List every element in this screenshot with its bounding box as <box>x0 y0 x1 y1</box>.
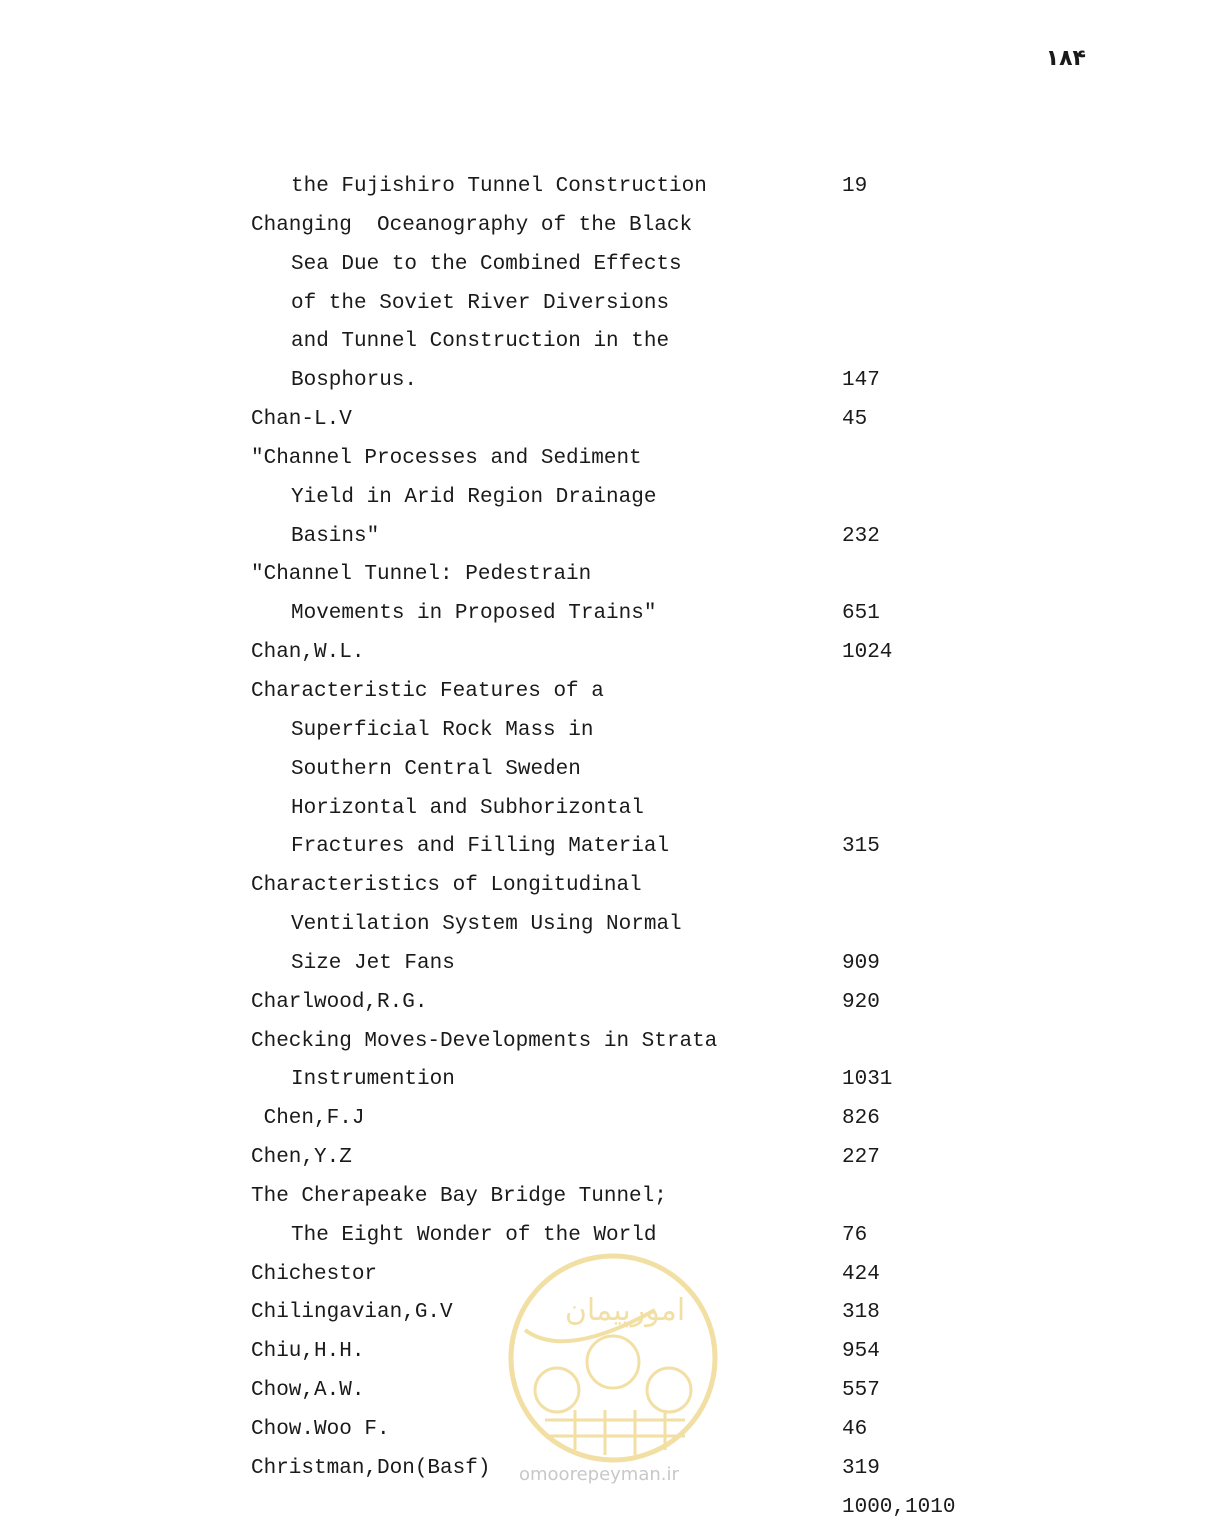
index-entry <box>0 1061 1228 1100</box>
entry-title: Checking Moves-Developments in Strata <box>251 1029 718 1053</box>
index-entry <box>0 906 1228 945</box>
entry-title: "Channel Processes and Sediment <box>251 446 642 470</box>
index-entry <box>0 323 1228 362</box>
entry-page-number: 45 <box>842 408 868 432</box>
index-entry <box>0 207 1228 246</box>
watermark-logo <box>505 1250 721 1466</box>
entry-page-number: 46 <box>842 1418 868 1441</box>
index-entry <box>0 168 1228 207</box>
index-entry <box>0 1489 1228 1528</box>
index-entry <box>0 401 1228 440</box>
entry-title: Size Jet Fans <box>291 951 455 975</box>
watermark-logo-text: امورپیمان <box>564 1293 686 1328</box>
entry-page-number: 227 <box>842 1146 880 1170</box>
entry-title: Chen,Y.Z <box>251 1146 352 1170</box>
entry-page-number: 424 <box>842 1262 880 1286</box>
index-entry <box>0 440 1228 479</box>
entry-page-number: 954 <box>842 1340 880 1364</box>
index-entry <box>0 712 1228 751</box>
entry-title: Chiu,H.H. <box>251 1340 365 1364</box>
entry-title: and Tunnel Construction in the <box>291 330 670 354</box>
index-entry <box>0 945 1228 984</box>
index-entry <box>0 673 1228 712</box>
index-entry <box>0 556 1228 595</box>
entry-title: The Eight Wonder of the World <box>291 1223 657 1247</box>
entry-title: Changing Oceanography of the Black <box>251 213 693 237</box>
index-entry <box>0 1023 1228 1062</box>
index-entry <box>0 246 1228 285</box>
entry-page-number: 920 <box>842 990 880 1014</box>
entry-page-number: 147 <box>842 369 880 393</box>
index-entry <box>0 867 1228 906</box>
entry-page-number: 557 <box>842 1379 880 1403</box>
entry-title: Horizontal and Subhorizontal <box>291 796 644 820</box>
entry-title: Sea Due to the Combined Effects <box>291 252 682 276</box>
index-entry <box>0 595 1228 634</box>
index-entry <box>0 1178 1228 1217</box>
index-entry <box>0 790 1228 829</box>
entry-title: Chan,W.L. <box>251 641 365 665</box>
index-entry <box>0 362 1228 401</box>
entry-page-number: 826 <box>842 1107 880 1131</box>
entry-title: The Cherapeake Bay Bridge Tunnel; <box>251 1184 667 1208</box>
entry-title: Bosphorus. <box>291 369 418 393</box>
index-entry <box>0 1139 1228 1178</box>
entry-title: "Channel Tunnel: Pedestrain <box>251 563 592 587</box>
entry-title: Fractures and Filling Material <box>291 835 670 859</box>
entry-page-number: 232 <box>842 524 880 548</box>
entry-title: Chichestor <box>251 1262 378 1286</box>
entry-page-number: 318 <box>842 1301 880 1325</box>
watermark-site: omoorepeyman.ir <box>519 1464 679 1485</box>
entry-title: Chen,F.J <box>251 1107 365 1131</box>
entry-title: Chan-L.V <box>251 408 352 432</box>
entry-title: Charlwood,R.G. <box>251 990 428 1014</box>
entry-title: Chilingavian,G.V <box>251 1301 453 1325</box>
entry-title: Characteristic Features of a <box>251 679 604 703</box>
entry-title: Instrumention <box>291 1068 455 1092</box>
index-entry <box>0 518 1228 557</box>
index-entry <box>0 828 1228 867</box>
index-entry <box>0 479 1228 518</box>
entry-title: Yield in Arid Region Drainage <box>291 485 657 509</box>
entry-title: Ventilation System Using Normal <box>291 913 682 937</box>
entry-title: Christman,Don(Basf) <box>251 1456 491 1480</box>
entry-page-number: 19 <box>842 175 868 198</box>
page-number: ۱۸۴ <box>1045 46 1086 71</box>
entry-title: Basins" <box>291 524 380 548</box>
entry-title: Chow,A.W. <box>251 1379 365 1403</box>
index-entry <box>0 751 1228 790</box>
entry-title: Southern Central Sweden <box>291 757 581 781</box>
entry-page-number: 319 <box>842 1456 880 1480</box>
entry-title: Superficial Rock Mass in <box>291 718 594 742</box>
entry-title: Characteristics of Longitudinal <box>251 874 642 898</box>
entry-page-number: 651 <box>842 602 880 626</box>
index-entry <box>0 285 1228 324</box>
entry-page-number: 315 <box>842 835 880 859</box>
entry-page-number: 1000,1010 <box>842 1495 956 1519</box>
entry-page-number: 1024 <box>842 641 893 665</box>
entry-title: Movements in Proposed Trains" <box>291 602 657 626</box>
entry-title: of the Soviet River Diversions <box>291 291 670 315</box>
index-entry <box>0 984 1228 1023</box>
entry-page-number: 1031 <box>842 1068 893 1092</box>
entry-title: Chow.Woo F. <box>251 1418 390 1441</box>
entry-page-number: 909 <box>842 951 880 975</box>
entry-title: the Fujishiro Tunnel Construction <box>291 175 707 198</box>
index-entry <box>0 634 1228 673</box>
index-entry <box>0 1100 1228 1139</box>
entry-page-number: 76 <box>842 1223 868 1247</box>
